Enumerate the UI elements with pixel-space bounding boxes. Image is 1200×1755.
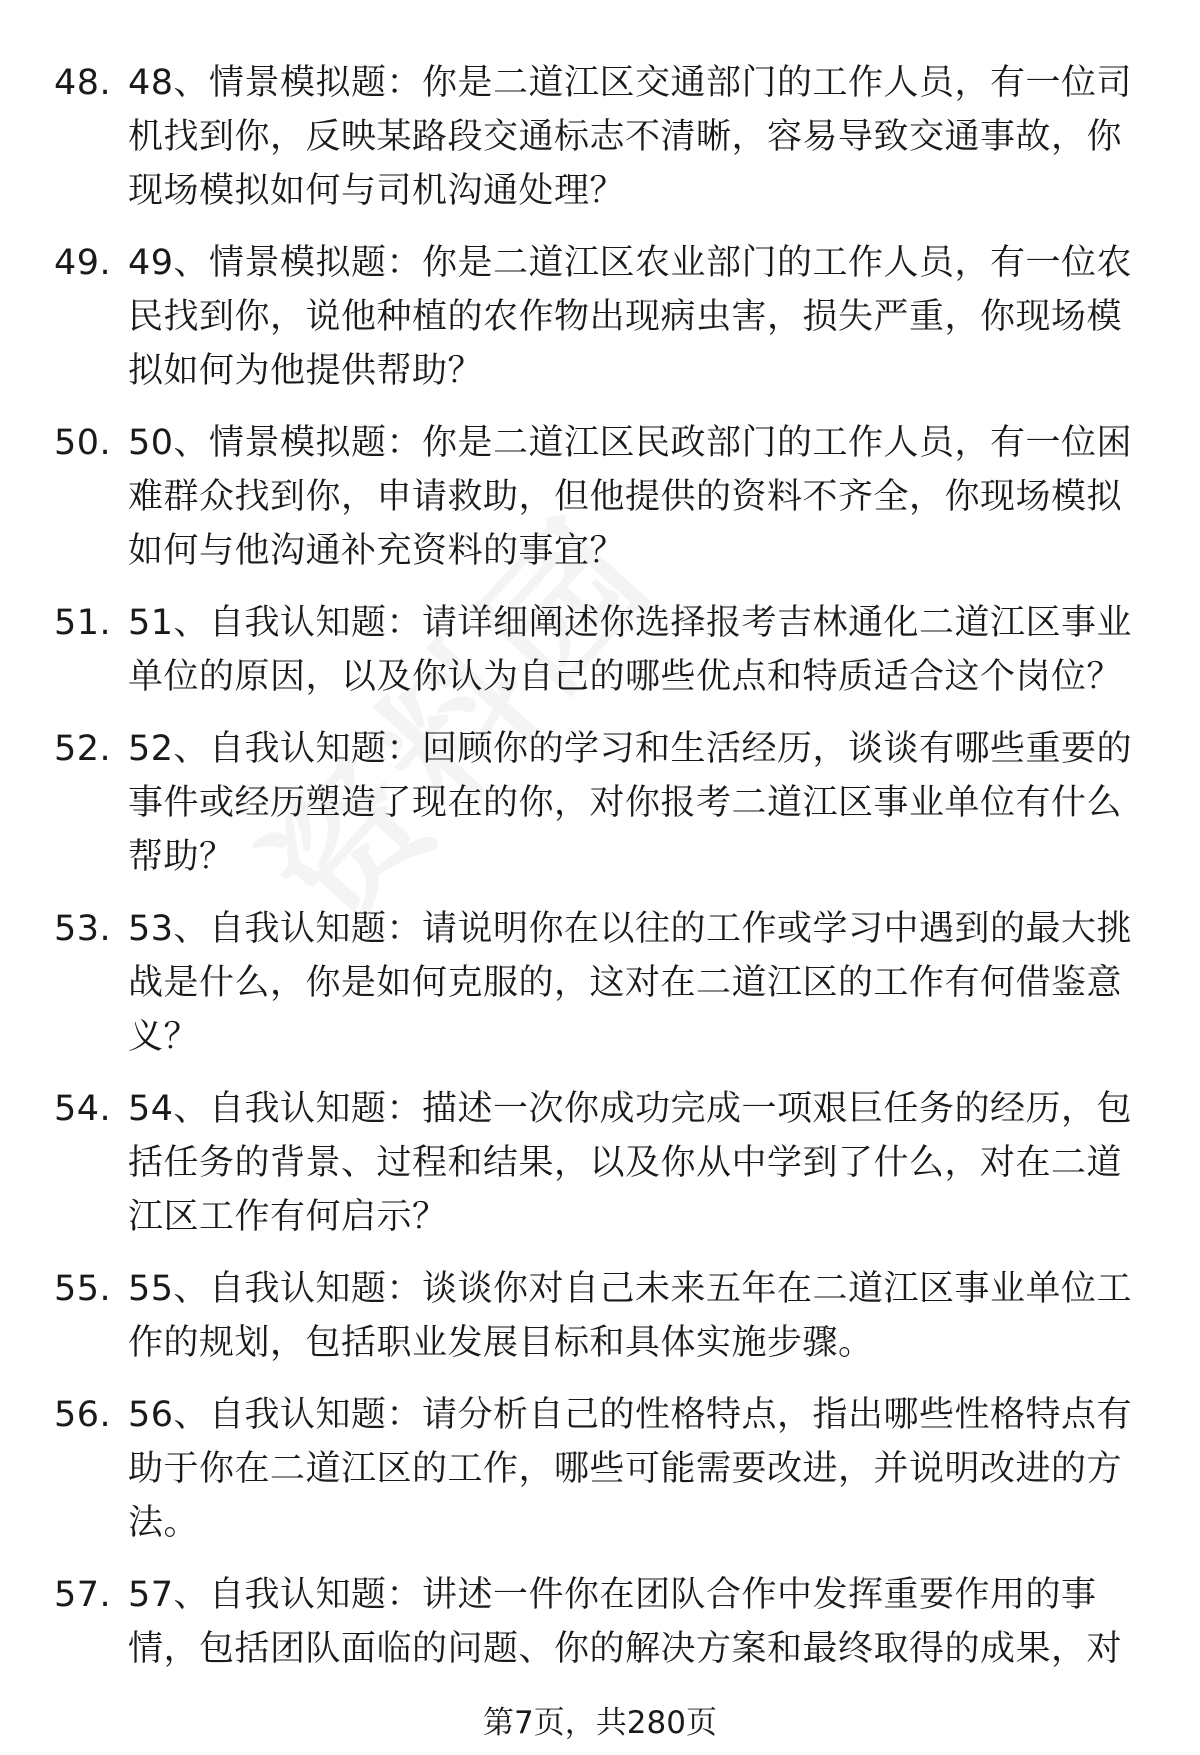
question-list	[54, 56, 1154, 1694]
list-item	[54, 722, 1154, 884]
item-number: 54.	[54, 1089, 112, 1129]
item-number: 49.	[54, 243, 112, 283]
item-text: 54、自我认知题：描述一次你成功完成一项艰巨任务的经历，包括任务的背景、过程和结果，以及你从中学到了什么，对在二道江区工作有何启示？	[128, 1089, 1133, 1237]
list-item	[54, 56, 1154, 218]
list-item	[54, 596, 1154, 704]
page-footer: 第7页，共280页	[483, 1705, 717, 1741]
list-item	[54, 1388, 1154, 1550]
list-item	[54, 236, 1154, 398]
list-item	[54, 1262, 1154, 1370]
item-text: 56、自我认知题：请分析自己的性格特点，指出哪些性格特点有助于你在二道江区的工作，哪些可能需要改进，并说明改进的方法。	[128, 1395, 1133, 1543]
list-item	[54, 1082, 1154, 1244]
item-text: 57、自我认知题：讲述一件你在团队合作中发挥重要作用的事情，包括团队面临的问题、你的解决方案和最终取得的成果，对	[128, 1575, 1123, 1669]
item-text: 52、自我认知题：回顾你的学习和生活经历，谈谈有哪些重要的事件或经历塑造了现在的你，对你报考二道江区事业单位有什么帮助？	[128, 729, 1133, 877]
item-text: 49、情景模拟题：你是二道江区农业部门的工作人员，有一位农民找到你，说他种植的农作物出现病虫害，损失严重，你现场模拟如何为他提供帮助？	[128, 243, 1133, 391]
list-item	[54, 1568, 1154, 1676]
list-item	[54, 902, 1154, 1064]
item-text: 48、情景模拟题：你是二道江区交通部门的工作人员，有一位司机找到你，反映某路段交通标志不清晰，容易导致交通事故，你现场模拟如何与司机沟通处理？	[128, 63, 1133, 211]
item-number: 52.	[54, 729, 112, 769]
item-number: 48.	[54, 63, 112, 103]
item-number: 55.	[54, 1269, 112, 1309]
item-number: 53.	[54, 909, 112, 949]
item-number: 57.	[54, 1575, 112, 1615]
item-text: 55、自我认知题：谈谈你对自己未来五年在二道江区事业单位工作的规划，包括职业发展目标和具体实施步骤。	[128, 1269, 1133, 1363]
item-text: 50、情景模拟题：你是二道江区民政部门的工作人员，有一位困难群众找到你，申请救助，但他提供的资料不齐全，你现场模拟如何与他沟通补充资料的事宜？	[128, 423, 1133, 571]
item-number: 51.	[54, 603, 112, 643]
list-item	[54, 416, 1154, 578]
item-text: 53、自我认知题：请说明你在以往的工作或学习中遇到的最大挑战是什么，你是如何克服的，这对在二道江区的工作有何借鉴意义？	[128, 909, 1133, 1057]
item-number: 50.	[54, 423, 112, 463]
item-number: 56.	[54, 1395, 112, 1435]
item-text: 51、自我认知题：请详细阐述你选择报考吉林通化二道江区事业单位的原因，以及你认为自己的哪些优点和特质适合这个岗位？	[128, 603, 1133, 697]
